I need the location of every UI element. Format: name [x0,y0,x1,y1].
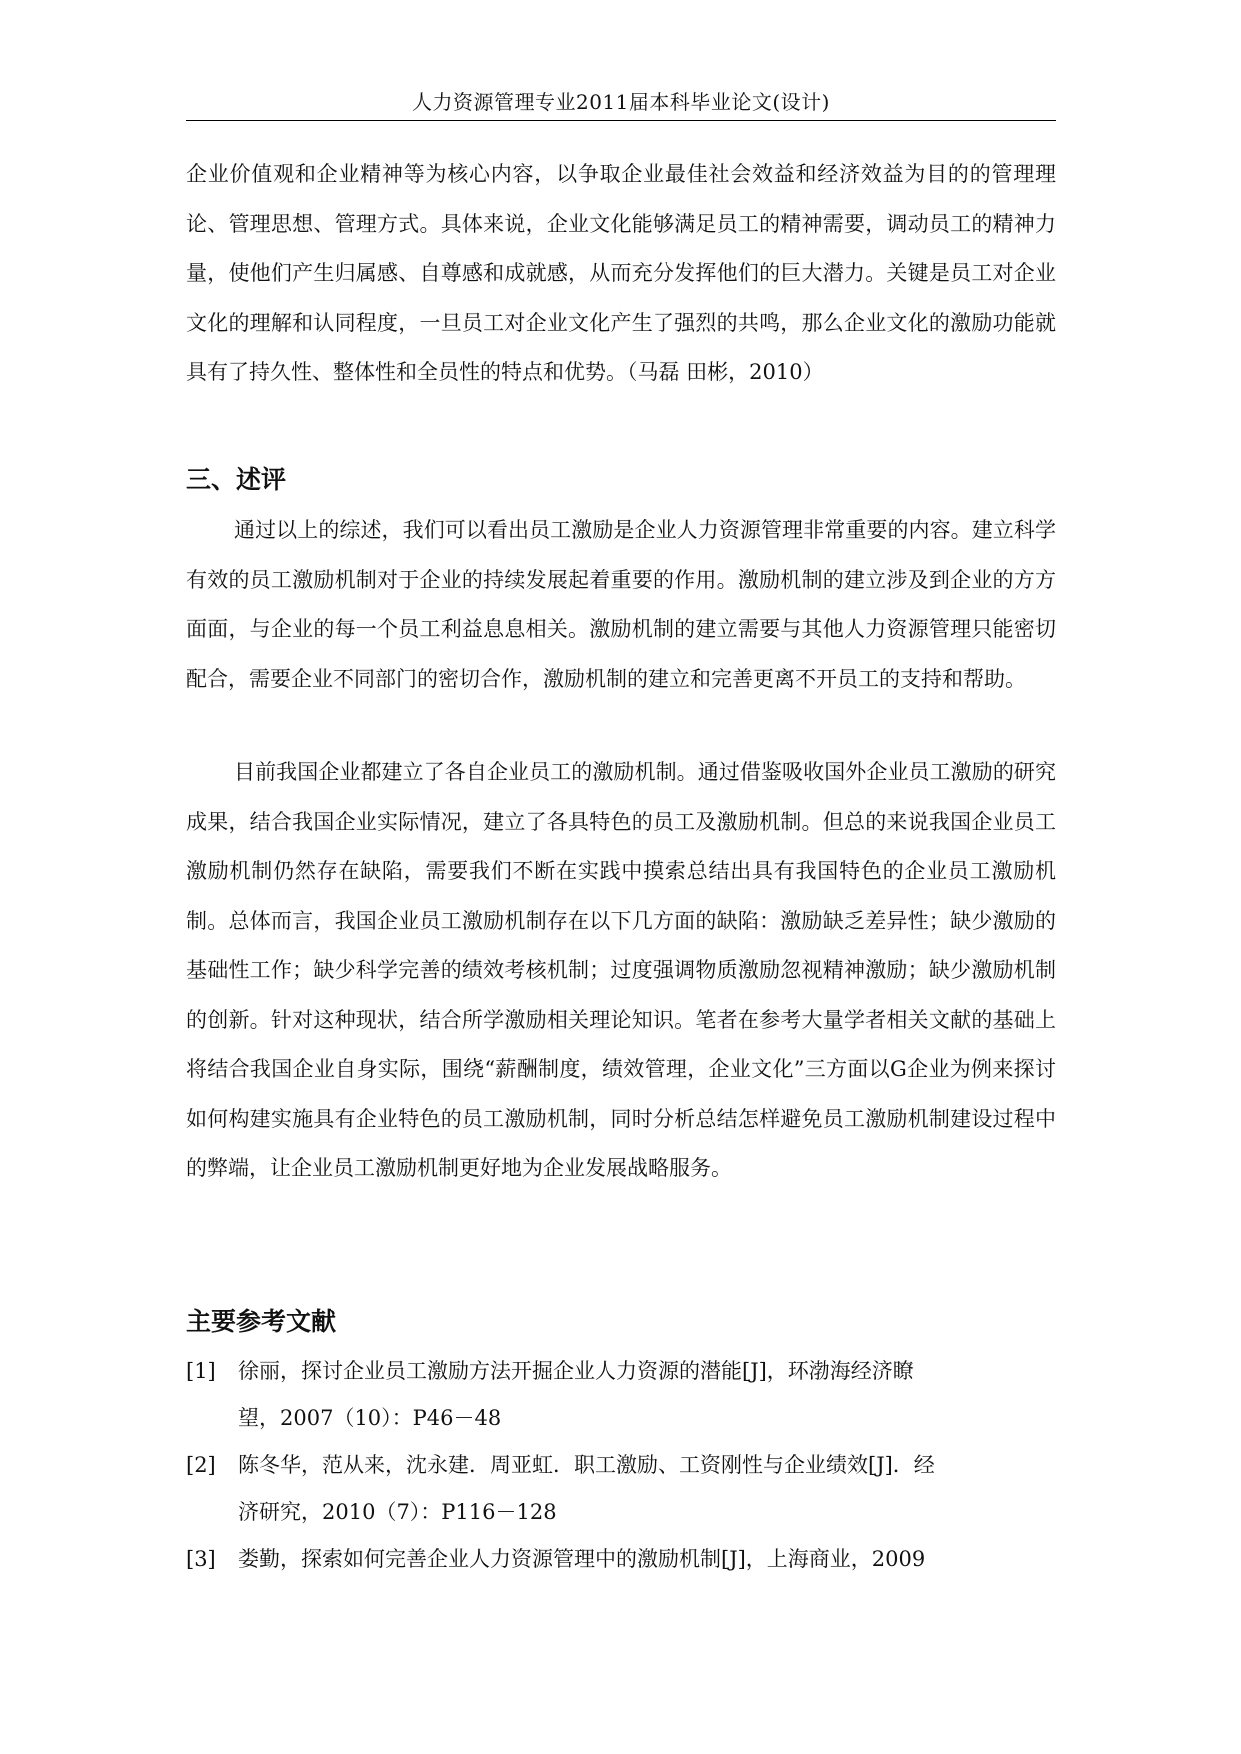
reference-text-line2: 济研究，2010（7）：P116－128 [238,1500,557,1524]
section-heading-review: 三、述评 [186,465,287,494]
reference-item-1 [186,1348,1056,1442]
references-heading: 主要参考文献 [186,1307,337,1336]
body-paragraph-2: 通过以上的综述，我们可以看出员工激励是企业人力资源管理非常重要的内容。建立科学有效的员工激励机制对于企业的持续发展起着重要的作用。激励机制的建立涉及到企业的方方面面，与企业的每一个员工利益息息相关。激励机制的建立需要与其他人力资源管理只能密切配合，需要企业不同部门的密切合作，激励机制的建立和完善更离不开员工的支持和帮助。 [186,518,1056,691]
reference-number: [3] [186,1547,216,1571]
reference-text-line1: 娄勤，探索如何完善企业人力资源管理中的激励机制[J]，上海商业，2009 [238,1547,926,1571]
reference-text-line1: 陈冬华，范从来，沈永建．周亚虹．职工激励、工资刚性与企业绩效[J]．经 [238,1453,935,1477]
reference-number: [1] [186,1359,216,1383]
reference-number: [2] [186,1453,216,1477]
body-paragraph-3: 目前我国企业都建立了各自企业员工的激励机制。通过借鉴吸收国外企业员工激励的研究成果，结合我国企业实际情况，建立了各具特色的员工及激励机制。但总的来说我国企业员工激励机制仍然存在缺陷，需要我们不断在实践中摸索总结出具有我国特色的企业员工激励机制。总体而言，我国企业员工激励机制存在以下几方面的缺陷：激励缺乏差异性；缺少激励的基础性工作；缺少科学完善的绩效考核机制；过度强调物质激励忽视精神激励；缺少激励机制的创新。针对这种现状，结合所学激励相关理论知识。笔者在参考大量学者相关文献的基础上将结合我国企业自身实际，围绕“薪酬制度，绩效管理，企业文化”三方面以G企业为例来探讨如何构建实施具有企业特色的员工激励机制，同时分析总结怎样避免员工激励机制建设过程中的弊端，让企业员工激励机制更好地为企业发展战略服务。 [186,760,1056,1180]
running-header: 人力资源管理专业2011届本科毕业论文(设计) [411,90,830,114]
body-paragraph-1: 企业价值观和企业精神等为核心内容，以争取企业最佳社会效益和经济效益为目的的管理理论、管理思想、管理方式。具体来说，企业文化能够满足员工的精神需要，调动员工的精神力量，使他们产生归属感、自尊感和成就感，从而充分发挥他们的巨大潜力。关键是员工对企业文化的理解和认同程度，一旦员工对企业文化产生了强烈的共鸣，那么企业文化的激励功能就具有了持久性、整体性和全员性的特点和优势。（马磊 田彬，2010） [186,162,1056,384]
reference-item-2 [186,1442,1056,1536]
reference-text-line2: 望，2007（10）：P46－48 [238,1406,502,1430]
reference-text-line1: 徐丽，探讨企业员工激励方法开掘企业人力资源的潜能[J]，环渤海经济瞭 [238,1359,914,1383]
header-rule [186,120,1056,121]
reference-item-3 [186,1536,1056,1583]
